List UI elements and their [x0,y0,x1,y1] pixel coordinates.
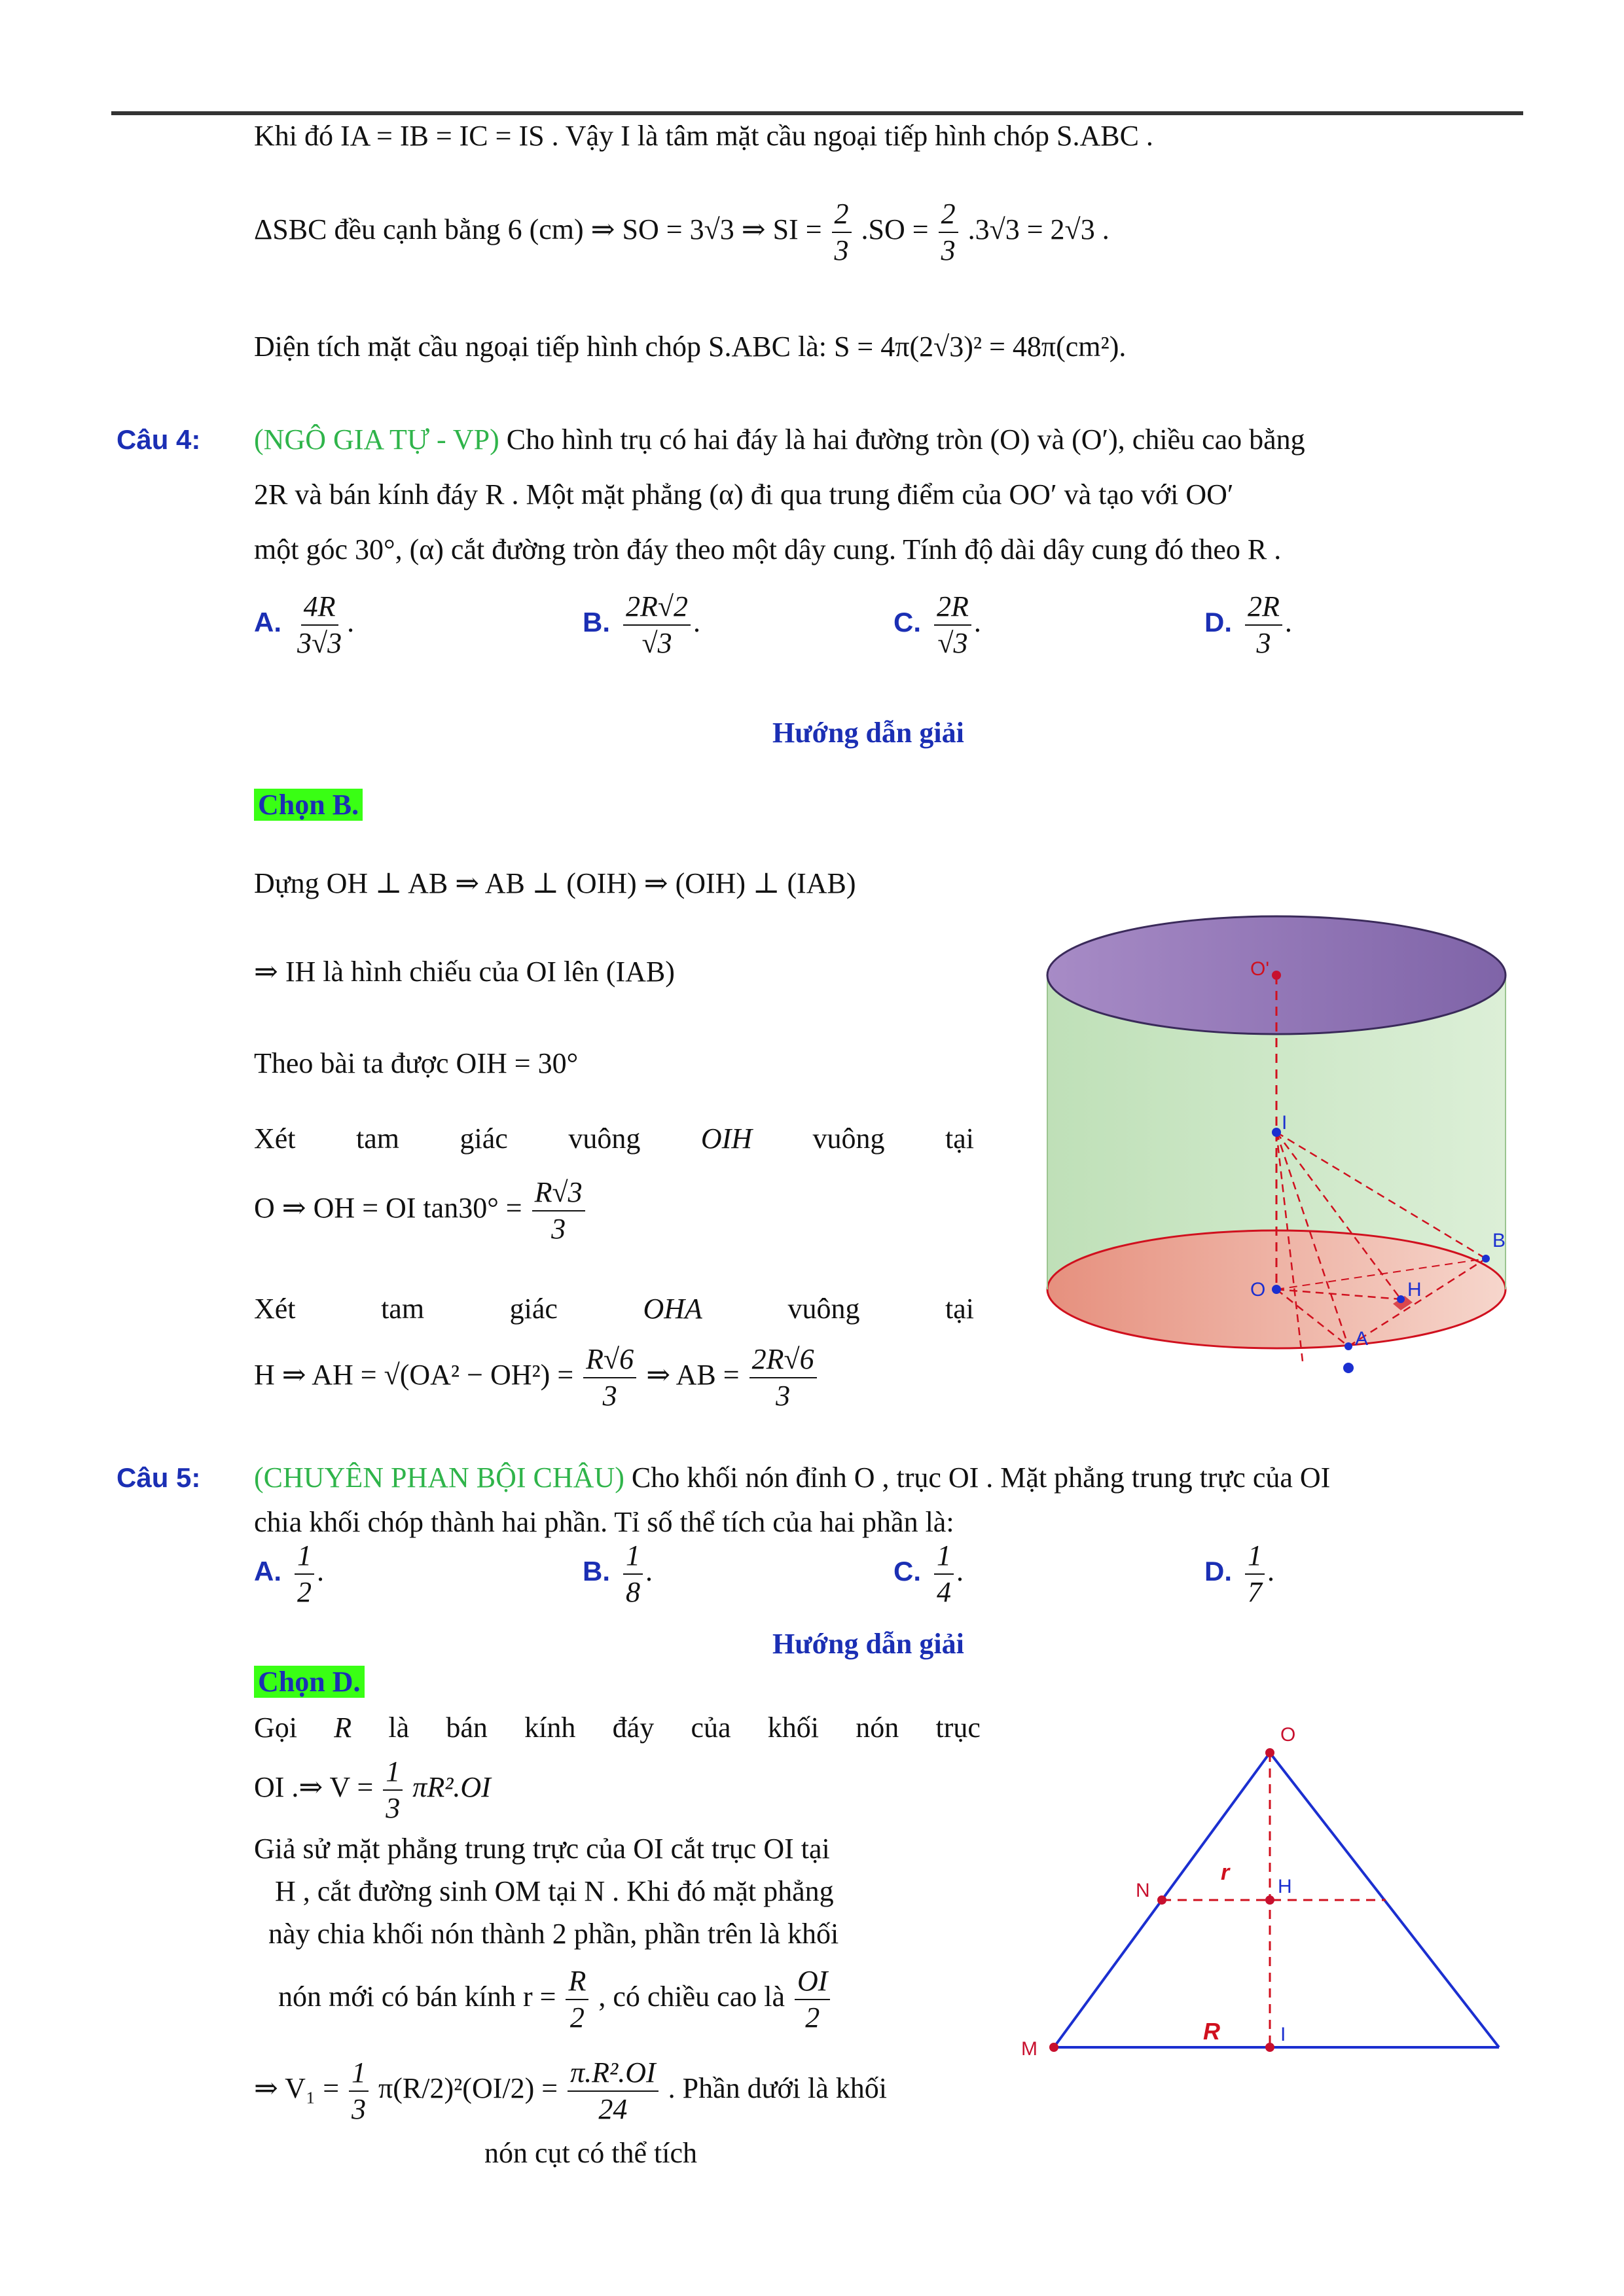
point-O [1265,1748,1274,1757]
q4-solution-1: Dựng OH ⊥ AB ⇒ AB ⊥ (OIH) ⇒ (OIH) ⊥ (IAB) [254,867,856,899]
q5-solution-4: H , cắt đường sinh OM tại N . Khi đó mặt phẳng [275,1875,834,1907]
q5-text-2: chia khối chóp thành hai phần. Tỉ số thể tích của hai phần là: [254,1506,954,1538]
point-O [1272,1285,1281,1294]
label-r: r [1221,1860,1230,1885]
q5-option-d[interactable]: D. $\frac{1}{7}$ . [1204,1539,1274,1608]
point-H [1397,1295,1405,1303]
q4-source: (NGÔ GIA TỰ - VP) [254,423,499,456]
q5-solution-2: OI .⇒ V = $\frac{1}{3}$ πR².OI [254,1755,491,1824]
label-A: A [1355,1328,1369,1350]
label-N: N [1136,1880,1150,1901]
label-H: H [1278,1876,1292,1897]
point-N [1157,1895,1166,1905]
q4-solution-6: Xét tam giác OHA vuông tại [254,1293,974,1325]
q4-text-3: một góc 30°, (α) cắt đường tròn đáy theo một dây cung. Tính độ dài dây cung đó theo R . [254,533,1282,565]
q4-text-2: 2R và bán kính đáy R . Một mặt phẳng (α) đi qua trung điểm của OO′ và tạo với OO′ [254,478,1234,511]
q4-guide-title: Hướng dẫn giải [772,717,964,749]
fraction: $\frac{2}{3}$ [939,196,958,268]
q4-option-d[interactable]: D. $\frac{2R}{3}$ . [1204,590,1292,659]
point-H [1265,1895,1274,1905]
label-O: O [1280,1724,1296,1746]
q5-answer: Chọn D. [254,1662,365,1702]
point-O-prime [1272,971,1281,980]
intro-line-2 [254,196,1110,268]
q5-solution-1: Gọi R là bán kính đáy của khối nón trục [254,1712,981,1744]
q5-solution-8: nón cụt có thể tích [484,2137,698,2169]
point-I [1265,2043,1274,2052]
point-blue [1343,1363,1354,1373]
q5-option-c[interactable]: C. $\frac{1}{4}$ . [893,1539,964,1608]
q5-source: (CHUYÊN PHAN BỘI CHÂU) [254,1462,624,1494]
label-R: R [1203,2018,1220,2045]
point-M [1049,2043,1058,2052]
label-M: M [1021,2038,1038,2060]
top-rule [111,111,1523,115]
q4-text-1: (NGÔ GIA TỰ - VP) Cho hình trụ có hai đáy là hai đường tròn (O) và (O′), chiều cao bằng [254,423,1305,456]
q5-solution-7: ⇒ V₁ = $\frac{1}{3}$ π(R/2)²(OI/2) = $\frac{\text{π.R².OI}}{24}$ . Phần dưới là khối [254,2056,887,2125]
q5-option-a[interactable]: A. $\frac{1}{2}$ . [254,1539,324,1608]
cone-figure [995,1702,1519,2068]
q4-option-b[interactable]: B. $\frac{2R√2}{√3}$ . [583,590,701,659]
intro-line-1: Khi đó IA = IB = IC = IS . Vậy I là tâm mặt cầu ngoại tiếp hình chóp S.ABC . [254,120,1153,152]
point-B [1482,1255,1490,1263]
cylinder-figure [1034,903,1519,1388]
q4-label: Câu 4: [117,424,201,455]
intro-line-2-a: ΔSBC đều cạnh bằng 6 (cm) ⇒ SO = 3√3 ⇒ SI = [254,213,822,246]
q4-solution-2: ⇒ IH là hình chiếu của OI lên (IAB) [254,956,675,988]
label-O-prime: O' [1250,958,1270,980]
q5-text-1: (CHUYÊN PHAN BỘI CHÂU) Cho khối nón đỉnh O , trục OI . Mặt phẳng trung trực của OI [254,1462,1331,1494]
intro-line-3: Diện tích mặt cầu ngoại tiếp hình chóp S.ABC là: S = 4π(2√3)² = 48π(cm²). [254,331,1127,363]
intro-line-2-b: .SO = [861,213,929,246]
intro-line-2-c: .3√3 = 2√3 . [967,213,1110,246]
q5-solution-3: Giả sử mặt phẳng trung trực của OI cắt trục OI tại [254,1833,830,1865]
q5-option-b[interactable]: B. $\frac{1}{8}$ . [583,1539,653,1608]
label-O: O [1250,1279,1266,1300]
label-B: B [1492,1230,1506,1251]
point-A [1344,1342,1352,1350]
label-H: H [1407,1279,1422,1300]
q4-solution-5: O ⇒ OH = OI tan30° = $\frac{R√3}{3}$ [254,1175,588,1247]
q5-solution-5: này chia khối nón thành 2 phần, phần trên là khối [268,1918,839,1950]
q4-answer: Chọn B. [254,785,363,825]
q4-option-c[interactable]: C. $\frac{2R}{√3}$ . [893,590,981,659]
label-I: I [1280,2024,1286,2045]
q5-solution-6: nón mới có bán kính r = $\frac{R}{2}$ , có chiều cao là $\frac{OI}{2}$ [278,1964,833,2036]
label-I: I [1282,1112,1288,1134]
point-I [1272,1128,1281,1137]
q5-guide-title: Hướng dẫn giải [772,1628,964,1660]
fraction: $\frac{2}{3}$ [832,196,852,268]
q4-solution-3: Theo bài ta được OIH = 30° [254,1047,579,1079]
q4-solution-7: H ⇒ AH = √(OA² − OH²) = $\frac{R√6}{3}$ ⇒ AB = $\frac{2R√6}{3}$ [254,1342,820,1414]
q4-option-a[interactable]: A. $\frac{4R}{3√3}$ . [254,590,355,659]
q5-label: Câu 5: [117,1462,201,1493]
q4-solution-4: Xét tam giác vuông OIH vuông tại [254,1122,974,1155]
